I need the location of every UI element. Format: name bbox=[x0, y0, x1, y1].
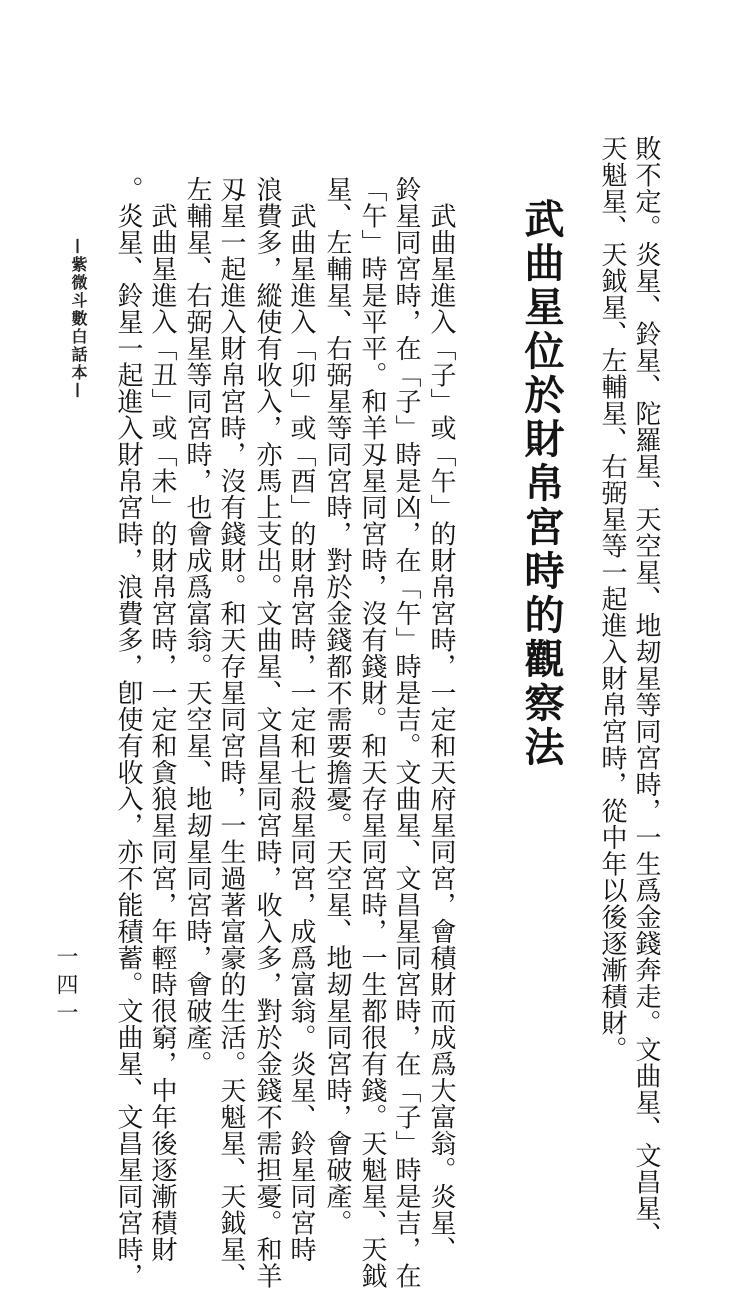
page-number: 一四一 bbox=[53, 945, 78, 1029]
text-column-7: 武曲星進入「卯」或「酉」的財帛宮時，一定和七殺星同宮，成爲富翁。炎星、鈴星同宮時 bbox=[286, 176, 316, 1263]
section-title: 武曲星位於財帛宮時的觀察法 bbox=[518, 198, 564, 770]
text-column-4: 鈴星同宮時，在「子」時是凶，在「午」時是吉。文曲星、文昌星同宮時，在「子」時是吉，在 bbox=[391, 176, 421, 1289]
text-column-2: 天魁星、天鉞星、左輔星、右弼星等一起進入財帛宮時，從中年以後逐漸積財。 bbox=[597, 135, 627, 1063]
text-column-9: 刄星一起進入財帛宮時，沒有錢財。和天存星同宮時，一生過著富豪的生活。天魁星、天鉞星、 bbox=[216, 176, 246, 1289]
text-column-6: 星、左輔星、右弼星等同宮時，對於金錢都不需要擔憂。天空星、地刼星同宮時，會破產。 bbox=[322, 176, 352, 1236]
text-column-10: 左輔星、右弼星等同宮時，也會成爲富翁。天空星、地刼星同宮時，會破產。 bbox=[182, 176, 212, 1077]
text-column-8: 浪費多，縱使有收入，亦馬上支出。文曲星、文昌星同宮時，收入多，對於金錢不需担憂。和羊 bbox=[252, 176, 282, 1289]
running-footer: —紫微斗數白話本— bbox=[69, 238, 88, 400]
text-column-5: 「午」時是平平。和羊刄星同宮時，沒有錢財。和天存星同宮時，一生都很有錢。天魁星、天鉞 bbox=[357, 176, 387, 1289]
text-column-12: 。炎星、鈴星一起進入財帛宮時，浪費多，卽使有收入，亦不能積蓄。文曲星、文昌星同宮時， bbox=[113, 176, 143, 1289]
text-column-1: 敗不定。炎星、鈴星、陀羅星、天空星、地刼星等同宮時，一生爲金錢奔走。文曲星、文昌星、 bbox=[631, 135, 661, 1248]
text-column-11: 武曲星進入「丑」或「未」的財帛宮時，一定和貪狼星同宮，年輕時很窮，中年後逐漸積財 bbox=[147, 176, 177, 1263]
text-column-3: 武曲星進入「子」或「午」的財帛宮時，一定和天府星同宮，會積財而成爲大富翁。炎星、 bbox=[426, 176, 456, 1263]
